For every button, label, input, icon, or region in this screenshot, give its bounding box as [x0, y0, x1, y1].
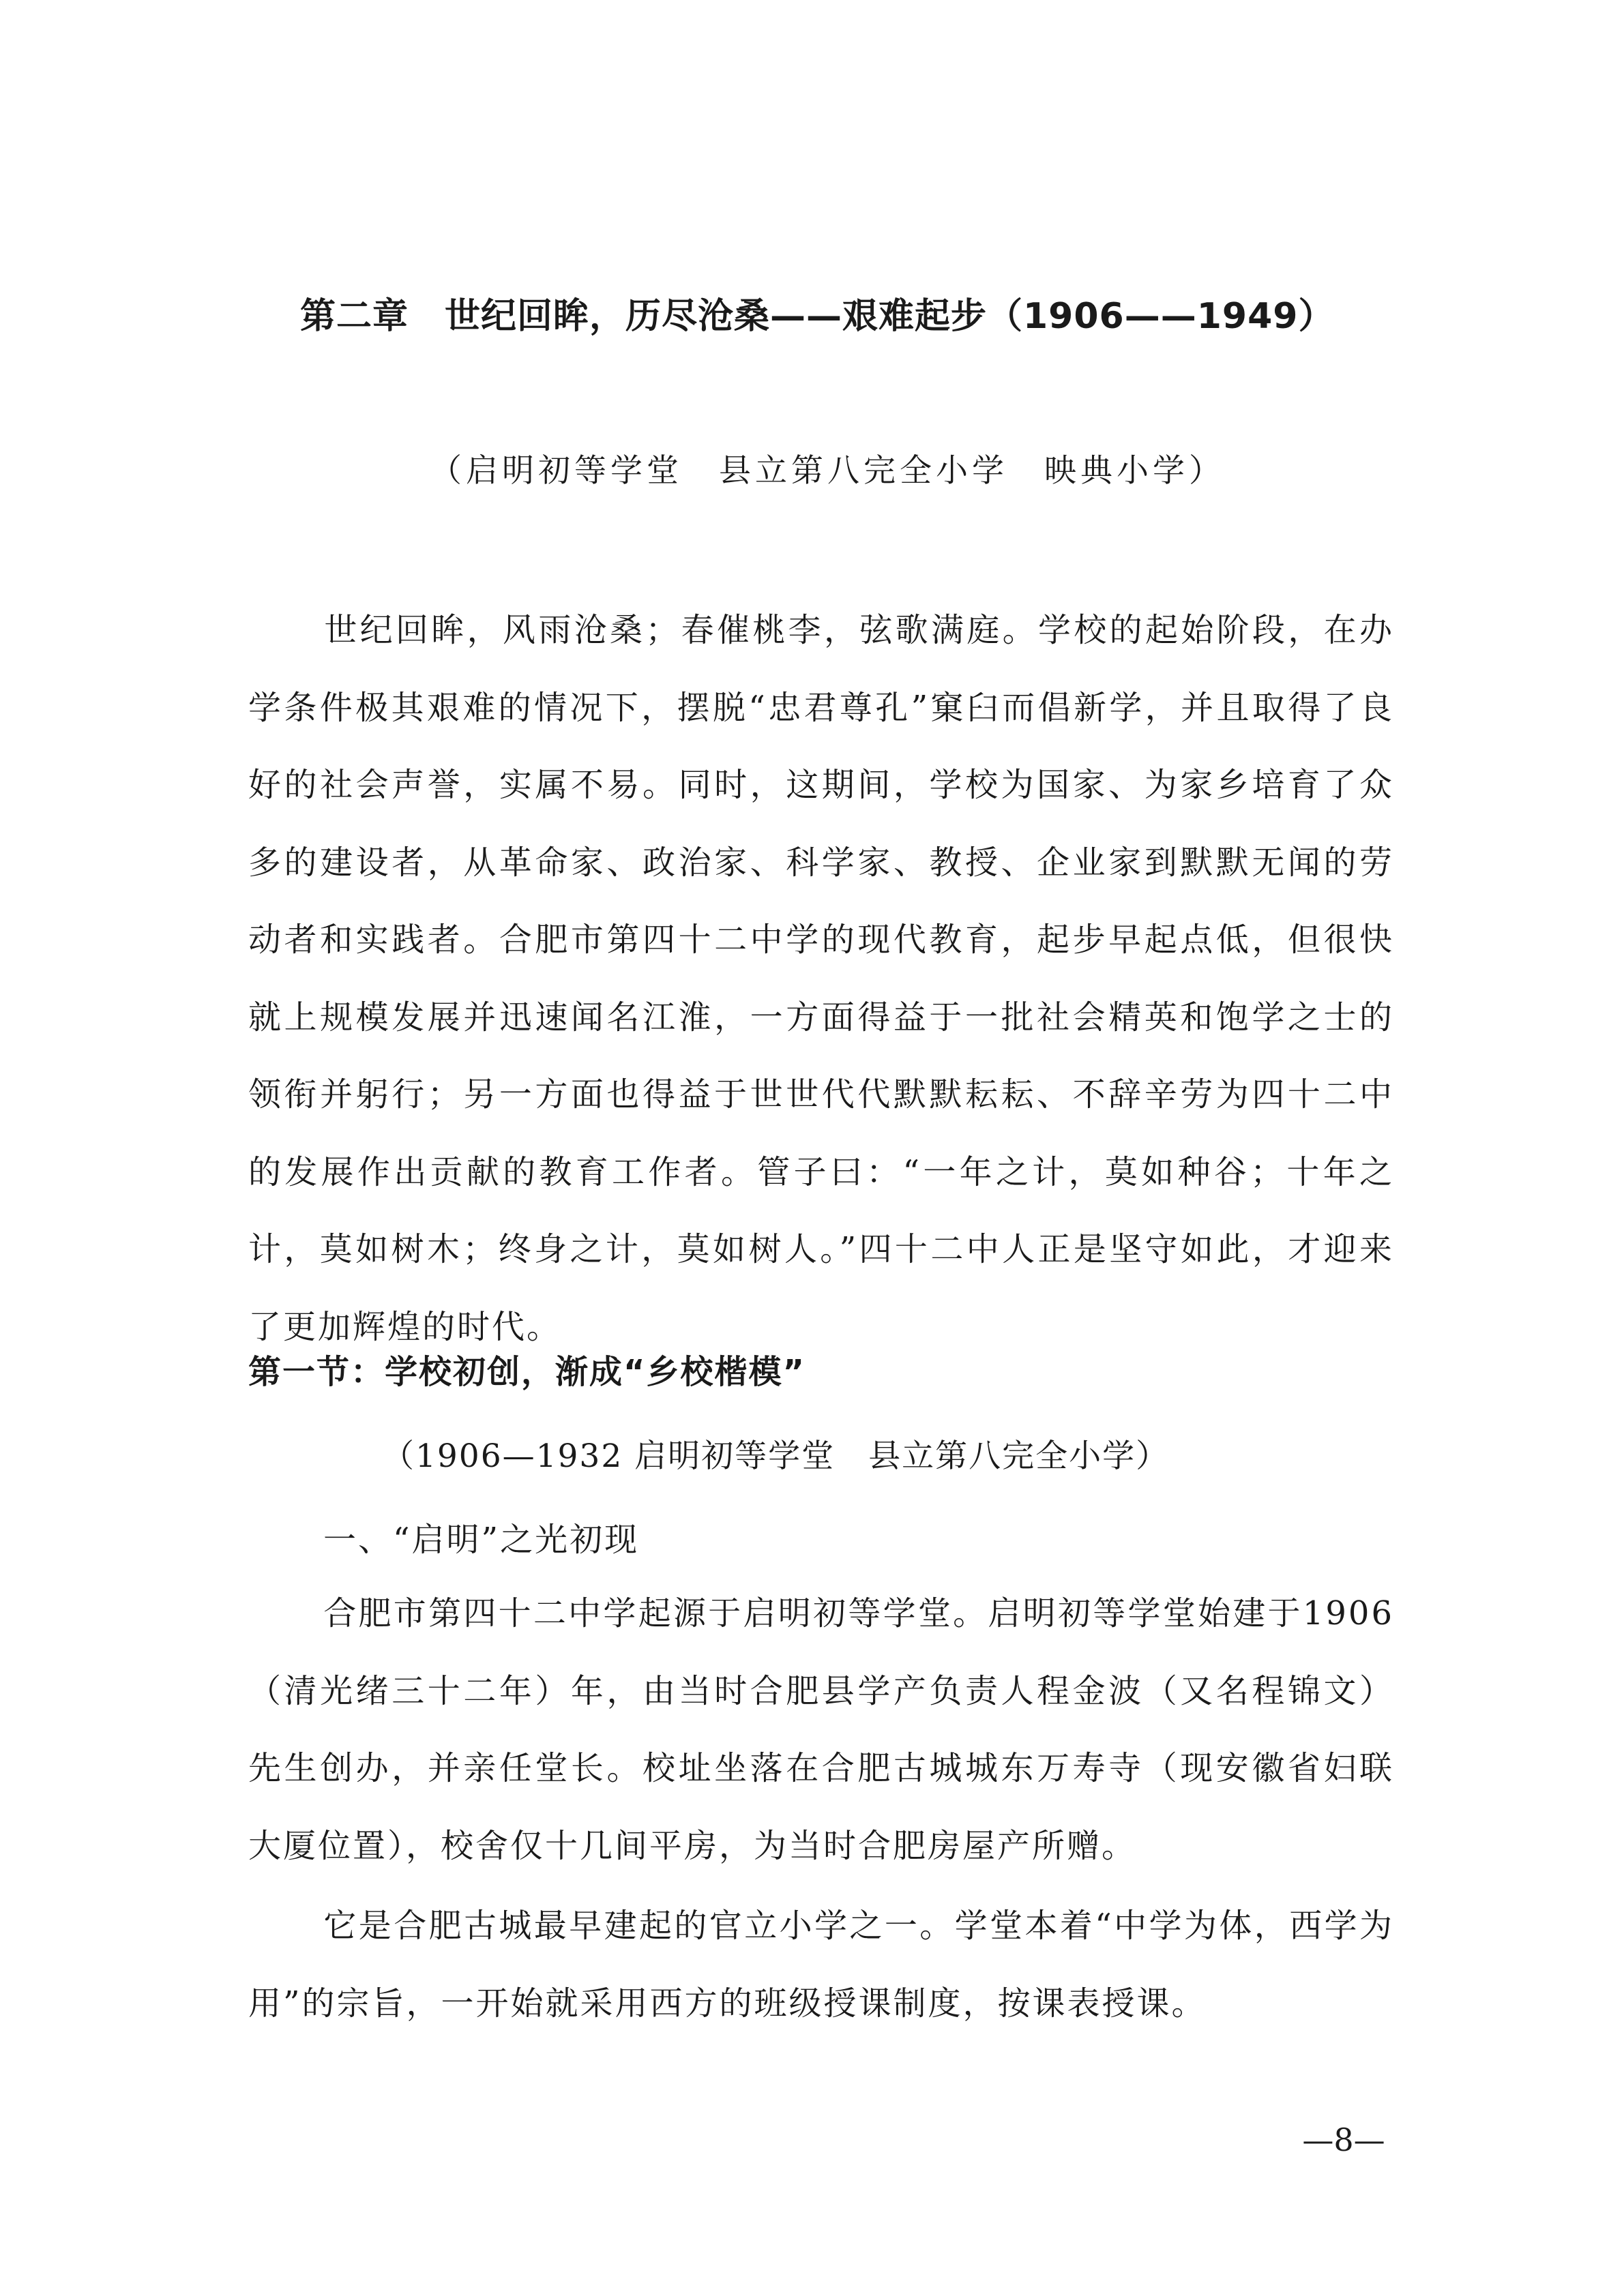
- body-paragraph-2: [248, 1888, 1394, 2042]
- section-heading: 第一节：学校初创，渐成“乡校楷模”: [248, 1353, 806, 1391]
- section-subtitle: （1906—1932 启明初等学堂 县立第八完全小学）: [382, 1437, 1170, 1475]
- intro-paragraph-text: 世纪回眸，风雨沧桑；春催桃李，弦歌满庭。学校的起始阶段，在办学条件极其艰难的情况下，摆脱“忠君尊孔”窠臼而倡新学，并且取得了良好的社会声誉，实属不易。同时，这期间，学校为国家、为家乡培育了众多的建设者，从革命家、政治家、科学家、教授、企业家到默默无闻的劳动者和实践者。合肥市第四十二中学的现代教育，起步早起点低，但很快就上规模发展并迅速闻名江淮，一方面得益于一批社会精英和饱学之士的领衔并躬行；另一方面也得益于世世代代默默耘耘、不辞辛劳为四十二中的发展作出贡献的教育工作者。管子曰：“一年之计，莫如种谷；十年之计，莫如树木；终身之计，莫如树人。”四十二中人正是坚守如此，才迎来了更加辉煌的时代。: [248, 611, 1394, 1346]
- chapter-subtitle: （启明初等学堂 县立第八完全小学 映典小学）: [430, 452, 1225, 490]
- body-paragraph-1: [248, 1575, 1394, 1885]
- subsection-heading: 一、“启明”之光初现: [323, 1521, 640, 1559]
- body-paragraph-2-text: 它是合肥古城最早建起的官立小学之一。学堂本着“中学为体，西学为用”的宗旨，一开始就采用西方的班级授课制度，按课表授课。: [248, 1907, 1394, 2023]
- body-paragraph-1-text: 合肥市第四十二中学起源于启明初等学堂。启明初等学堂始建于1906（清光绪三十二年）年，由当时合肥县学产负责人程金波（又名程锦文）先生创办，并亲任堂长。校址坐落在合肥古城城东万寿寺（现安徽省妇联大厦位置），校舍仅十几间平房，为当时合肥房屋产所赠。: [248, 1594, 1394, 1865]
- page-number: —8—: [1302, 2121, 1385, 2158]
- intro-paragraph: [248, 592, 1394, 1366]
- chapter-title: 第二章 世纪回眸，历尽沧桑——艰难起步（1906——1949）: [300, 296, 1335, 337]
